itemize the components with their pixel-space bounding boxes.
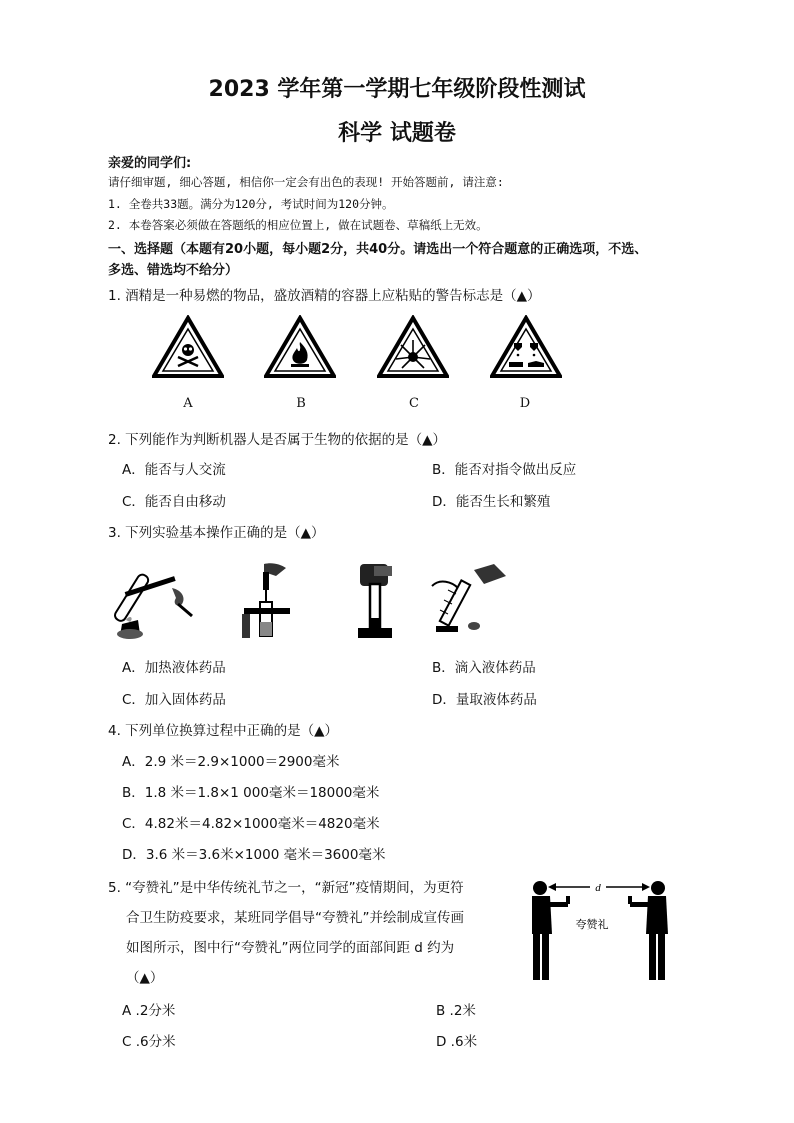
flammable-sign-icon <box>264 315 336 379</box>
question-4-option-b[interactable]: B．1.8 米＝1.8×1 000毫米＝18000毫米 <box>122 785 380 801</box>
question-5-stem-line-1: 5. “夸赞礼”是中华传统礼节之一，“新冠”疫情期间，为更符 <box>108 880 464 896</box>
question-3-option-c[interactable]: C．加入固体药品 <box>122 692 226 708</box>
question-2-option-d[interactable]: D．能否生长和繁殖 <box>432 494 551 510</box>
question-5-option-c[interactable]: C .6分米 <box>122 1034 176 1050</box>
question-2-option-b[interactable]: B．能否对指令做出反应 <box>432 462 577 478</box>
heating-test-tube-icon <box>112 560 198 642</box>
option-label-c: C <box>409 396 419 411</box>
option-label-b: B <box>296 396 306 411</box>
solid-addition-icon <box>352 560 398 642</box>
notice-rule-2: 2. 本卷答案必须做在答题纸的相应位置上, 做在试题卷、草稿纸上无效。 <box>108 218 488 232</box>
explosive-sign-icon <box>377 315 449 379</box>
question-3-option-d[interactable]: D．量取液体药品 <box>432 692 537 708</box>
notice-rule-1: 1. 全卷共33题。满分为120分, 考试时间为120分钟。 <box>108 197 394 211</box>
dropper-icon <box>236 560 298 642</box>
figure-caption: 夸赞礼 <box>575 918 609 931</box>
option-label-a: A <box>183 396 193 411</box>
question-4-option-a[interactable]: A．2.9 米＝2.9×1000＝2900毫米 <box>122 754 340 770</box>
section-heading: 一、选择题（本题有20小题，每小题2分，共40分。请选出一个符合题意的正确选项，不选、 <box>108 242 648 257</box>
question-3-option-a[interactable]: A．加热液体药品 <box>122 660 226 676</box>
question-5-stem-line-4: （▲） <box>126 970 164 986</box>
question-1-stem: 1. 酒精是一种易燃的物品，盛放酒精的容器上应粘贴的警告标志是（▲） <box>108 288 541 304</box>
greeting-gesture-figure <box>530 876 670 984</box>
question-5-option-a[interactable]: A .2分米 <box>122 1003 176 1019</box>
figure-d-label: d <box>595 882 601 894</box>
question-3-stem: 3. 下列实验基本操作正确的是（▲） <box>108 525 325 541</box>
page-title: 2023 学年第一学期七年级阶段性测试 <box>208 77 586 102</box>
question-4-option-c[interactable]: C．4.82米＝4.82×1000毫米＝4820毫米 <box>122 816 380 832</box>
question-4-option-d[interactable]: D．3.6 米＝3.6米×1000 毫米＝3600毫米 <box>122 847 386 863</box>
question-5-stem-line-2: 合卫生防疫要求，某班同学倡导“夸赞礼”并绘制成宣传画 <box>126 910 464 926</box>
toxic-sign-icon <box>152 315 224 379</box>
option-label-d: D <box>519 396 531 411</box>
question-2-option-a[interactable]: A．能否与人交流 <box>122 462 226 478</box>
question-2-stem: 2. 下列能作为判断机器人是否属于生物的依据的是（▲） <box>108 432 447 448</box>
question-5-stem-line-3: 如图所示，图中行“夸赞礼”两位同学的面部间距 d 约为 <box>126 940 455 956</box>
notice-intro: 请仔细审题, 细心答题, 相信你一定会有出色的表现! 开始答题前, 请注意: <box>108 175 504 189</box>
graduated-cylinder-icon <box>428 560 508 642</box>
question-2-option-c[interactable]: C．能否自由移动 <box>122 494 226 510</box>
page-subtitle: 科学 试题卷 <box>338 121 456 146</box>
notice-greeting: 亲爱的同学们: <box>108 156 192 171</box>
question-5-option-d[interactable]: D .6米 <box>436 1034 478 1050</box>
section-heading-cont: 多选、错选均不给分） <box>108 263 239 278</box>
question-3-option-b[interactable]: B．滴入液体药品 <box>432 660 536 676</box>
question-4-stem: 4. 下列单位换算过程中正确的是（▲） <box>108 723 339 739</box>
corrosive-sign-icon <box>490 315 562 379</box>
question-5-option-b[interactable]: B .2米 <box>436 1003 476 1019</box>
